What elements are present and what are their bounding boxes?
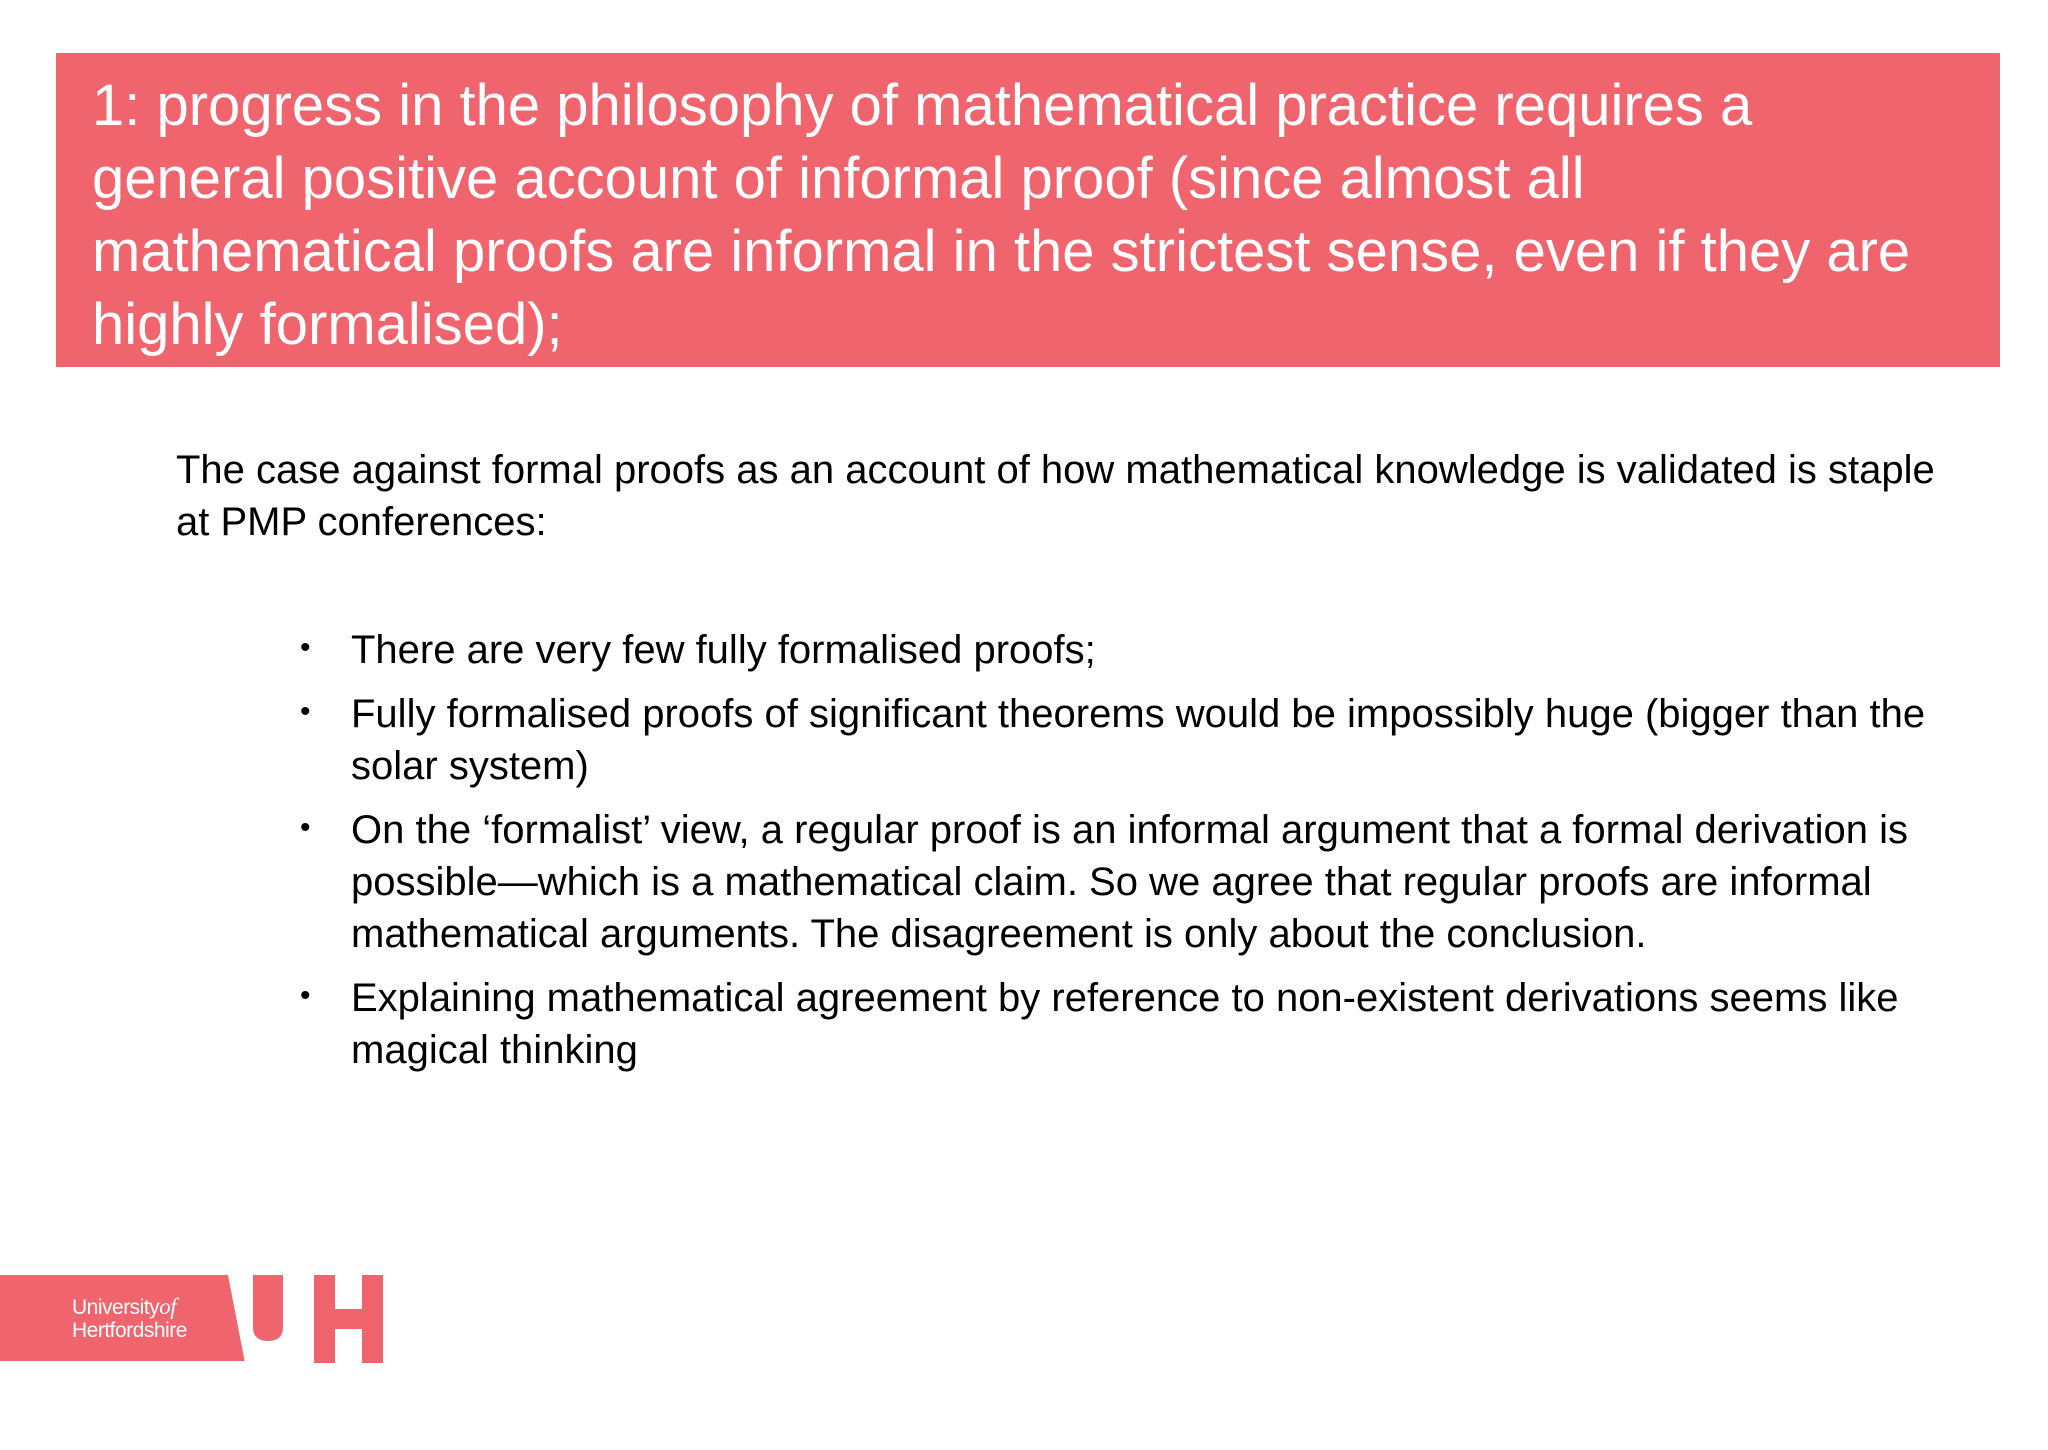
title-banner bbox=[56, 53, 2000, 367]
logo-university-text: University bbox=[72, 1296, 160, 1319]
bullet-item bbox=[296, 688, 1976, 792]
bullet-icon: • bbox=[300, 811, 311, 844]
bullet-text: On the ‘formalist’ view, a regular proof is an informal argument that a formal derivation is possible—which is a mathematical claim. So we agree that regular proofs are informal mathematical arguments. The disagreement is only about the conclusion. bbox=[351, 808, 1908, 956]
bullet-item bbox=[296, 972, 1976, 1076]
bullet-icon: • bbox=[300, 631, 311, 664]
bullet-text: Explaining mathematical agreement by reference to non-existent derivations seems like magical thinking bbox=[351, 976, 1899, 1072]
university-logo bbox=[0, 1275, 410, 1365]
logo-wordmark bbox=[72, 1295, 187, 1342]
logo-of-text: of bbox=[159, 1294, 177, 1319]
logo-hertfordshire-text: Hertfordshire bbox=[72, 1319, 187, 1342]
bullet-icon: • bbox=[300, 695, 311, 728]
bullet-item bbox=[296, 624, 1976, 676]
uh-logo-icon bbox=[228, 1275, 410, 1365]
slide-title: 1: progress in the philosophy of mathematical practice requires a general positive account of informal proof (since almost all mathematical proofs are informal in the strictest sense, even if they are highly formalised); bbox=[92, 73, 1911, 357]
bullet-text: There are very few fully formalised proofs; bbox=[351, 628, 1096, 672]
bullet-list bbox=[296, 624, 1976, 1088]
intro-paragraph: The case against formal proofs as an account of how mathematical knowledge is validated is staple at PMP conferences: bbox=[176, 448, 1935, 544]
bullet-text: Fully formalised proofs of significant theorems would be impossibly huge (bigger than the solar system) bbox=[351, 692, 1926, 788]
bullet-item bbox=[296, 804, 1976, 960]
bullet-icon: • bbox=[300, 979, 311, 1012]
